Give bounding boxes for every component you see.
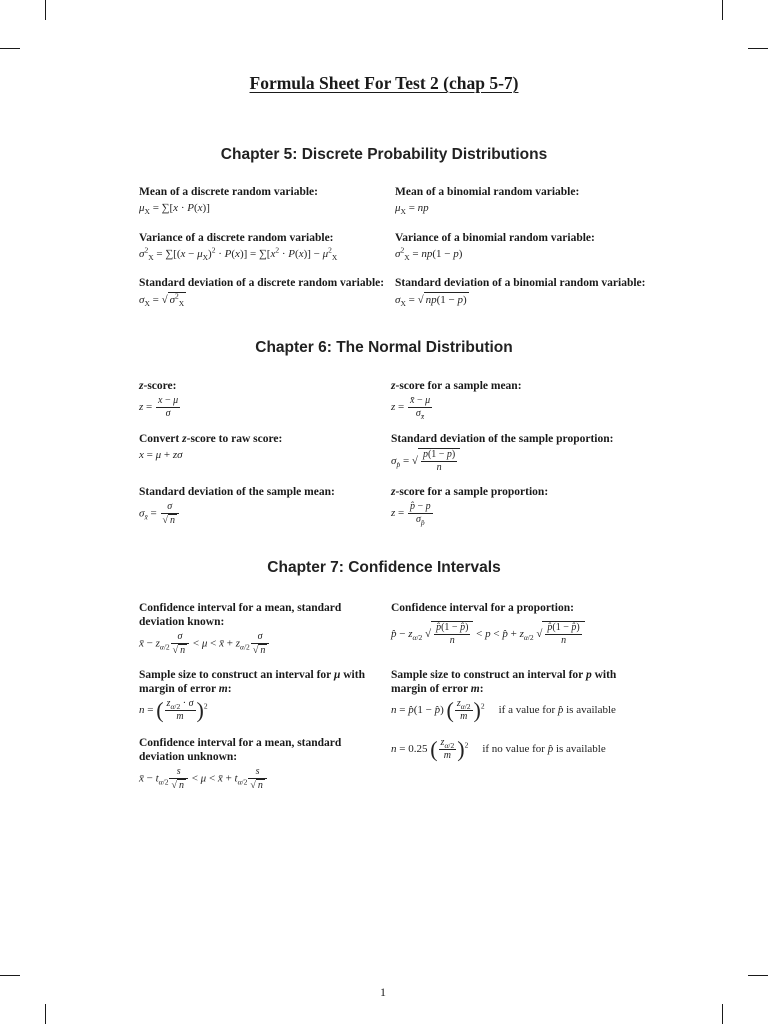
- formula: $\mu_X = \sum[x \cdot P(x)]$: [139, 202, 210, 217]
- chapter-heading: Chapter 7: Confidence Intervals: [267, 559, 501, 576]
- crop-mark: [45, 0, 46, 20]
- formula-item: Variance of a binomial random variable: $\sigma^2_X = np(1 - p)$: [395, 232, 595, 263]
- formula-item: [391, 735, 606, 762]
- formula: n = ( $\frac{z_{\alpha/2} \cdot \sigma}{m}$ )$^2$: [139, 697, 208, 723]
- formula-item: Variance of a discrete random variable: $\sigma^2_X = \sum[(x - \mu_X)^2 \cdot P(x)] = \sum[x^2 \cdot P(x)] - \mu^2_X$: [139, 232, 338, 263]
- page-number: 1: [380, 985, 386, 999]
- formula: n = 0.25 ( $\frac{z_{\alpha/2}}{m}$ )$^2$ if no value for p̂ is available: [391, 736, 606, 762]
- formula-item: Standard deviation of the sample proportion: $\sigma_{p̂}$ = √ $\frac{p(1 - p)}{n}$: [391, 433, 614, 473]
- crop-mark: [748, 975, 768, 976]
- formula-item: Sample size to construct an interval for p with margin of error m: n = p̂(1 − p̂) ( $\frac{z_{\alpha/2}}{m}$ )$^2$ if a value for p̂ is available: [391, 668, 631, 723]
- formula-item: z-score: z = $\frac{x - \mu}{\sigma}$: [139, 379, 181, 420]
- crop-mark: [748, 48, 768, 49]
- formula: $\sigma_X$ = √ np(1 − p): [395, 294, 467, 309]
- formula: z = $\frac{x̄ - \mu}{\sigma_{x̄}}$: [391, 395, 431, 421]
- chapter-heading: Chapter 6: The Normal Distribution: [255, 339, 513, 356]
- formula: z = $\frac{x - \mu}{\sigma}$: [139, 395, 179, 419]
- formula-item: z-score for a sample mean: z = $\frac{x̄ - \mu}{\sigma_{x̄}}$: [391, 380, 522, 421]
- formula-item: Mean of a discrete random variable: $\mu_X = \sum[x \cdot P(x)]$: [139, 186, 318, 217]
- formula: p̂ − $z_{\alpha/2}$ √ $\frac{p̂(1 - p̂)}{n}$ < p < p̂ + $z_{\alpha/2}$ √ $\frac{p̂(1 - p̂)}{n}$: [391, 621, 585, 647]
- formula: $\sigma_X$ = √ $\sigma^2_X$: [139, 291, 185, 309]
- crop-mark: [0, 975, 20, 976]
- formula-item: Standard deviation of a discrete random variable: $\sigma_X$ = √ $\sigma^2_X$: [139, 277, 385, 309]
- formula: z = $\frac{p̂ - p}{\sigma_{p̂}}$: [391, 501, 431, 527]
- crop-mark: [0, 48, 20, 49]
- formula-item: Mean of a binomial random variable: $\mu_X$ = np: [395, 186, 580, 217]
- formula: x̄ − $t_{\alpha/2}$ $\frac{s}{√ n}$ < μ < x̄ + $t_{\alpha/2}$ $\frac{s}{√ n}$: [139, 766, 369, 792]
- formula: x̄ − $z_{\alpha/2}$ $\frac{\sigma}{√ n}$ < μ < x̄ + $z_{\alpha/2}$ $\frac{\sigma}{√ n}$: [139, 631, 369, 657]
- formula-item: Sample size to construct an interval for μ with margin of error m: n = ( $\frac{z_{\alpha/2} \cdot \sigma}{m}$ )$^2$: [139, 668, 379, 723]
- crop-mark: [45, 1004, 46, 1024]
- formula-item: Confidence interval for a proportion: p̂ − $z_{\alpha/2}$ √ $\frac{p̂(1 - p̂)}{n}$ < p < p̂ + $z_{\alpha/2}$ √ $\frac{p̂(1 - p̂)}{n}$: [391, 601, 585, 647]
- formula: $\sigma_{x̄}$ = $\frac{\sigma}{√ n}$: [139, 501, 335, 527]
- formula: $\sigma^2_X = np(1 - p)$: [395, 245, 463, 263]
- formula-item: Confidence interval for a mean, standard deviation known: x̄ − $z_{\alpha/2}$ $\frac{\sigma}{√ n}$ < μ < x̄ + $z_{\alpha/2}$ $\frac{\sigma}{√ n}$: [139, 601, 369, 657]
- formula: n = p̂(1 − p̂) ( $\frac{z_{\alpha/2}}{m}$ )$^2$ if a value for p̂ is available: [391, 697, 616, 723]
- formula: $\sigma_{p̂}$ = √ $\frac{p(1 - p)}{n}$: [391, 448, 613, 474]
- formula: $\mu_X$ = np: [395, 202, 429, 217]
- chapter-heading: Chapter 5: Discrete Probability Distributions: [220, 146, 548, 163]
- crop-mark: [722, 0, 723, 20]
- formula: $\sigma^2_X = \sum[(x - \mu_X)^2 \cdot P(x)] = \sum[x^2 \cdot P(x)] - \mu^2_X$: [139, 245, 338, 263]
- page-title: Formula Sheet For Test 2 (chap 5-7): [249, 73, 519, 93]
- formula-item: Standard deviation of the sample mean: $\sigma_{x̄}$ = $\frac{\sigma}{√ n}$: [139, 486, 335, 526]
- formula-item: Convert z-score to raw score: x = μ + zσ: [139, 433, 283, 461]
- crop-mark: [722, 1004, 723, 1024]
- formula-item: z-score for a sample proportion: z = $\frac{p̂ - p}{\sigma_{p̂}}$: [391, 486, 549, 527]
- formula-item: Confidence interval for a mean, standard deviation unknown: x̄ − $t_{\alpha/2}$ $\frac{s}{√ n}$ < μ < x̄ + $t_{\alpha/2}$ $\frac{s}{√ n}$: [139, 736, 369, 792]
- formula: x = μ + zσ: [139, 449, 183, 461]
- formula-item: Standard deviation of a binomial random variable: $\sigma_X$ = √ np(1 − p): [395, 277, 646, 309]
